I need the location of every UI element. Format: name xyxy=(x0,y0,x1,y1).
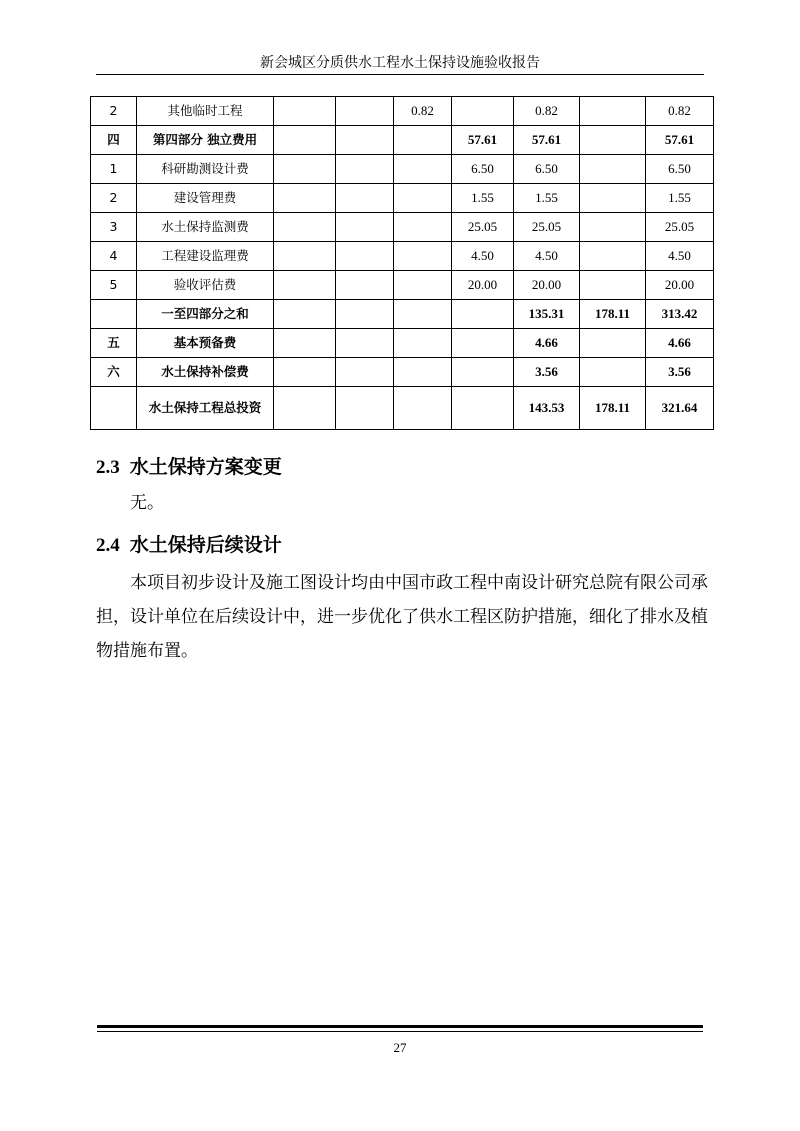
section-title: 水土保持方案变更 xyxy=(129,456,282,478)
footer-rule-thick xyxy=(97,1025,703,1028)
value-cell xyxy=(274,300,336,329)
row-index-cell: 5 xyxy=(91,271,137,300)
section-body-2-4: 本项目初步设计及施工图设计均由中国市政工程中南设计研究总院有限公司承担，设计单位在后续设计中，进一步优化了供水工程区防护措施，细化了排水及植物措施布置。 xyxy=(96,573,708,661)
value-cell: 135.31 xyxy=(514,300,580,329)
row-index-cell: 3 xyxy=(91,213,137,242)
value-cell: 57.61 xyxy=(452,126,514,155)
value-cell xyxy=(336,184,394,213)
value-cell xyxy=(580,242,646,271)
value-cell xyxy=(452,300,514,329)
row-index-cell xyxy=(91,387,137,430)
value-cell xyxy=(274,213,336,242)
row-name-cell: 验收评估费 xyxy=(137,271,274,300)
value-cell xyxy=(274,184,336,213)
header-rule xyxy=(96,74,704,75)
page-number: 27 xyxy=(393,1040,407,1055)
row-name-cell: 建设管理费 xyxy=(137,184,274,213)
row-name-cell: 其他临时工程 xyxy=(137,97,274,126)
value-cell: 4.50 xyxy=(646,242,714,271)
value-cell xyxy=(394,126,452,155)
value-cell xyxy=(336,155,394,184)
row-index-cell: 4 xyxy=(91,242,137,271)
value-cell xyxy=(580,97,646,126)
table-row xyxy=(91,271,714,300)
row-name-cell: 一至四部分之和 xyxy=(137,300,274,329)
value-cell xyxy=(394,329,452,358)
value-cell: 4.50 xyxy=(452,242,514,271)
value-cell: 321.64 xyxy=(646,387,714,430)
table-row xyxy=(91,358,714,387)
value-cell xyxy=(274,329,336,358)
value-cell xyxy=(336,358,394,387)
value-cell: 20.00 xyxy=(452,271,514,300)
value-cell: 143.53 xyxy=(514,387,580,430)
value-cell xyxy=(452,358,514,387)
value-cell: 0.82 xyxy=(514,97,580,126)
table-row xyxy=(91,387,714,430)
table-row xyxy=(91,184,714,213)
value-cell xyxy=(336,213,394,242)
value-cell xyxy=(274,358,336,387)
value-cell xyxy=(580,184,646,213)
value-cell: 4.66 xyxy=(514,329,580,358)
value-cell: 25.05 xyxy=(514,213,580,242)
value-cell xyxy=(580,155,646,184)
value-cell xyxy=(274,97,336,126)
value-cell: 57.61 xyxy=(514,126,580,155)
value-cell: 1.55 xyxy=(646,184,714,213)
row-index-cell: 1 xyxy=(91,155,137,184)
value-cell xyxy=(394,155,452,184)
value-cell xyxy=(394,242,452,271)
table-row xyxy=(91,155,714,184)
value-cell xyxy=(394,213,452,242)
section-number: 2.4 xyxy=(96,535,120,556)
value-cell: 6.50 xyxy=(646,155,714,184)
section-title: 水土保持后续设计 xyxy=(129,534,282,556)
value-cell: 4.66 xyxy=(646,329,714,358)
section-heading-2-4 xyxy=(96,530,282,557)
value-cell xyxy=(394,184,452,213)
value-cell xyxy=(580,358,646,387)
value-cell xyxy=(336,271,394,300)
row-index-cell: 五 xyxy=(91,329,137,358)
row-name-cell: 水土保持监测费 xyxy=(137,213,274,242)
value-cell: 178.11 xyxy=(580,387,646,430)
value-cell: 0.82 xyxy=(394,97,452,126)
page-header-title: 新会城区分质供水工程水土保持设施验收报告 xyxy=(260,55,540,71)
value-cell xyxy=(336,329,394,358)
table-row xyxy=(91,97,714,126)
row-index-cell: 六 xyxy=(91,358,137,387)
value-cell: 4.50 xyxy=(514,242,580,271)
value-cell xyxy=(336,300,394,329)
value-cell: 6.50 xyxy=(514,155,580,184)
value-cell xyxy=(394,358,452,387)
value-cell xyxy=(580,126,646,155)
value-cell xyxy=(580,213,646,242)
section-body-2-3: 无。 xyxy=(130,493,164,513)
value-cell xyxy=(274,126,336,155)
value-cell xyxy=(336,126,394,155)
value-cell: 57.61 xyxy=(646,126,714,155)
row-name-cell: 水土保持补偿费 xyxy=(137,358,274,387)
footer-rule-thin xyxy=(97,1031,703,1032)
value-cell: 313.42 xyxy=(646,300,714,329)
value-cell xyxy=(452,387,514,430)
value-cell: 1.55 xyxy=(514,184,580,213)
table-row xyxy=(91,329,714,358)
value-cell xyxy=(336,242,394,271)
value-cell: 3.56 xyxy=(514,358,580,387)
value-cell xyxy=(452,329,514,358)
table-row xyxy=(91,242,714,271)
investment-table xyxy=(90,96,714,430)
value-cell xyxy=(274,271,336,300)
value-cell: 6.50 xyxy=(452,155,514,184)
section-heading-2-3 xyxy=(96,452,282,479)
row-name-cell: 科研勘测设计费 xyxy=(137,155,274,184)
table-row xyxy=(91,300,714,329)
row-name-cell: 第四部分 独立费用 xyxy=(137,126,274,155)
value-cell xyxy=(274,387,336,430)
row-index-cell: 四 xyxy=(91,126,137,155)
value-cell xyxy=(274,242,336,271)
section-number: 2.3 xyxy=(96,457,120,478)
value-cell: 3.56 xyxy=(646,358,714,387)
row-name-cell: 工程建设监理费 xyxy=(137,242,274,271)
value-cell xyxy=(336,97,394,126)
value-cell xyxy=(580,329,646,358)
table-row xyxy=(91,126,714,155)
value-cell xyxy=(274,155,336,184)
value-cell: 25.05 xyxy=(646,213,714,242)
value-cell: 20.00 xyxy=(646,271,714,300)
value-cell: 25.05 xyxy=(452,213,514,242)
row-name-cell: 基本预备费 xyxy=(137,329,274,358)
value-cell xyxy=(394,387,452,430)
row-index-cell xyxy=(91,300,137,329)
value-cell: 1.55 xyxy=(452,184,514,213)
table-row xyxy=(91,213,714,242)
value-cell xyxy=(394,300,452,329)
row-name-cell: 水土保持工程总投资 xyxy=(137,387,274,430)
value-cell xyxy=(336,387,394,430)
value-cell xyxy=(394,271,452,300)
value-cell: 0.82 xyxy=(646,97,714,126)
value-cell xyxy=(452,97,514,126)
row-index-cell: 2 xyxy=(91,184,137,213)
value-cell xyxy=(580,271,646,300)
value-cell: 20.00 xyxy=(514,271,580,300)
row-index-cell: 2 xyxy=(91,97,137,126)
value-cell: 178.11 xyxy=(580,300,646,329)
